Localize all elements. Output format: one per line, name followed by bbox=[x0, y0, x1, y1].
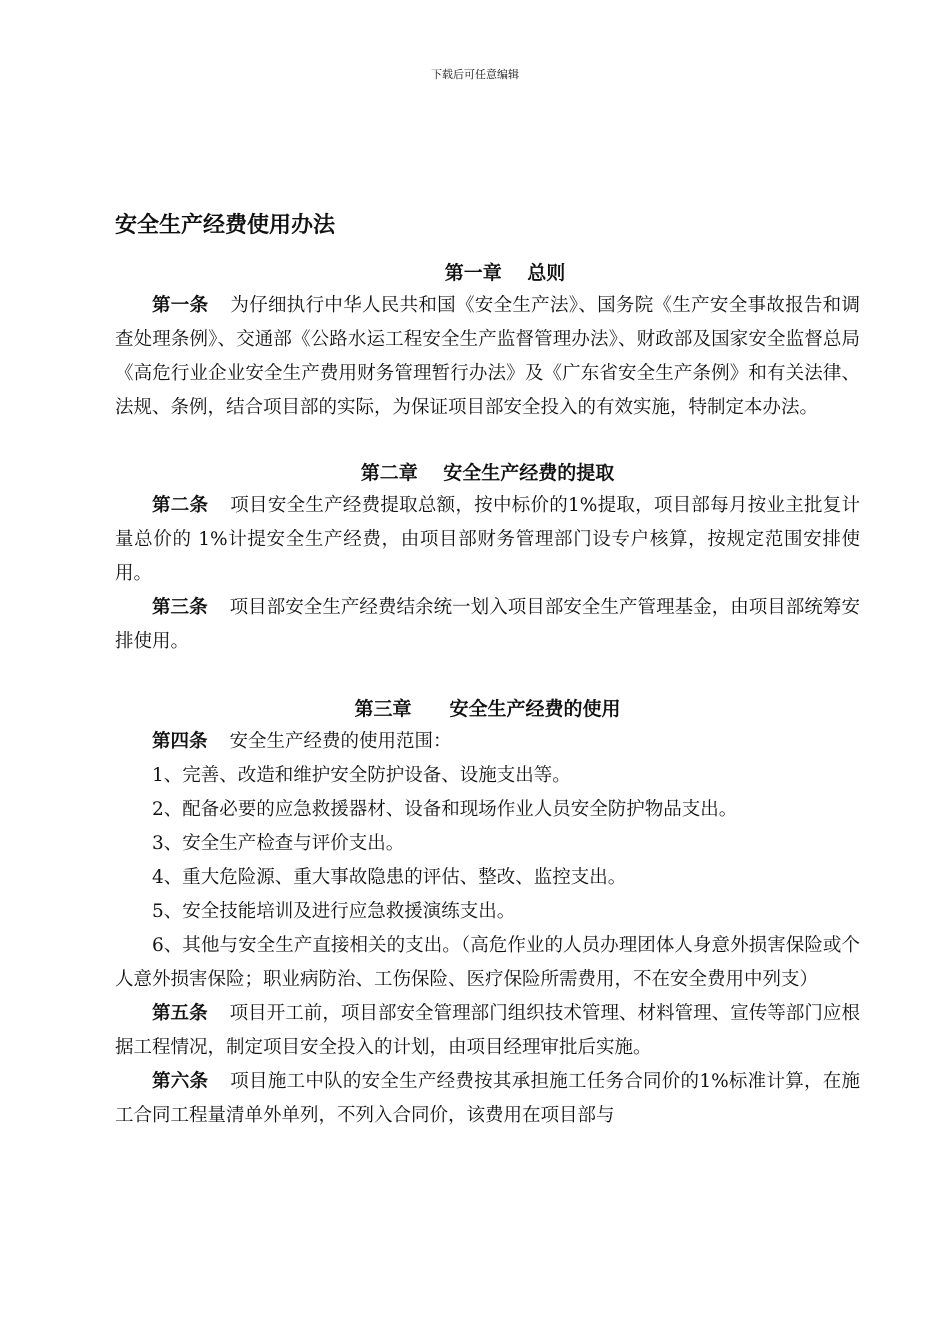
article-6-text: 项目施工中队的安全生产经费按其承担施工任务合同价的1%标准计算，在施工合同工程量清单外单列，不列入合同价，该费用在项目部与 bbox=[115, 1071, 860, 1126]
list-item-6: 6、其他与安全生产直接相关的支出。（高危作业的人员办理团体人身意外损害保险或个人意外损害保险；职业病防治、工伤保险、医疗保险所需费用，不在安全费用中列支） bbox=[115, 935, 860, 990]
article-3-label: 第三条 bbox=[152, 597, 208, 618]
list-item: 1、完善、改造和维护安全防护设备、设施支出等。 bbox=[152, 765, 571, 786]
article-3-text: 项目部安全生产经费结余统一划入项目部安全生产管理基金，由项目部统筹安排使用。 bbox=[115, 597, 860, 652]
article-3 bbox=[115, 591, 860, 659]
article-5-text: 项目开工前，项目部安全管理部门组织技术管理、材料管理、宣传等部门应根据工程情况，制定项目安全投入的计划，由项目经理审批后实施。 bbox=[115, 1003, 860, 1058]
page-header-note: 下载后可任意编辑 bbox=[431, 68, 519, 81]
chapter-2-heading: 第二章 安全生产经费的提取 bbox=[360, 462, 615, 484]
list-item: 5、安全技能培训及进行应急救援演练支出。 bbox=[152, 901, 516, 922]
article-2-text: 项目安全生产经费提取总额，按中标价的1%提取，项目部每月按业主批复计量总价的 1%计提安全生产经费，由项目部财务管理部门设专户核算，按规定范围安排使用。 bbox=[115, 495, 860, 584]
article-4-text: 安全生产经费的使用范围： bbox=[229, 731, 452, 752]
document-title: 安全生产经费使用办法 bbox=[115, 213, 336, 238]
article-4 bbox=[115, 725, 860, 759]
chapter-3-heading: 第三章 安全生产经费的使用 bbox=[354, 698, 621, 720]
article-4-label: 第四条 bbox=[152, 731, 208, 752]
article-6 bbox=[115, 1065, 860, 1133]
article-1-label: 第一条 bbox=[152, 295, 209, 316]
list-item: 2、配备必要的应急救援器材、设备和现场作业人员安全防护物品支出。 bbox=[152, 799, 738, 820]
article-2-label: 第二条 bbox=[152, 495, 209, 516]
article-5-label: 第五条 bbox=[152, 1003, 208, 1024]
article-2 bbox=[115, 489, 860, 591]
document-body bbox=[115, 208, 860, 1133]
article-1 bbox=[115, 289, 860, 425]
article-5 bbox=[115, 997, 860, 1065]
article-6-label: 第六条 bbox=[152, 1071, 209, 1092]
article-1-text: 为仔细执行中华人民共和国《安全生产法》、国务院《生产安全事故报告和调查处理条例》、交通部《公路水运工程安全生产监督管理办法》、财政部及国家安全监督总局《高危行业企业安全生产费用财务管理暂行办法》及《广东省安全生产条例》和有关法律、法规、条例，结合项目部的实际，为保证项目部安全投入的有效实施，特制定本办法。 bbox=[115, 295, 860, 418]
list-item: 3、安全生产检查与评价支出。 bbox=[152, 833, 405, 854]
list-item: 4、重大危险源、重大事故隐患的评估、整改、监控支出。 bbox=[152, 867, 627, 888]
chapter-1-heading: 第一章 总则 bbox=[444, 262, 566, 284]
